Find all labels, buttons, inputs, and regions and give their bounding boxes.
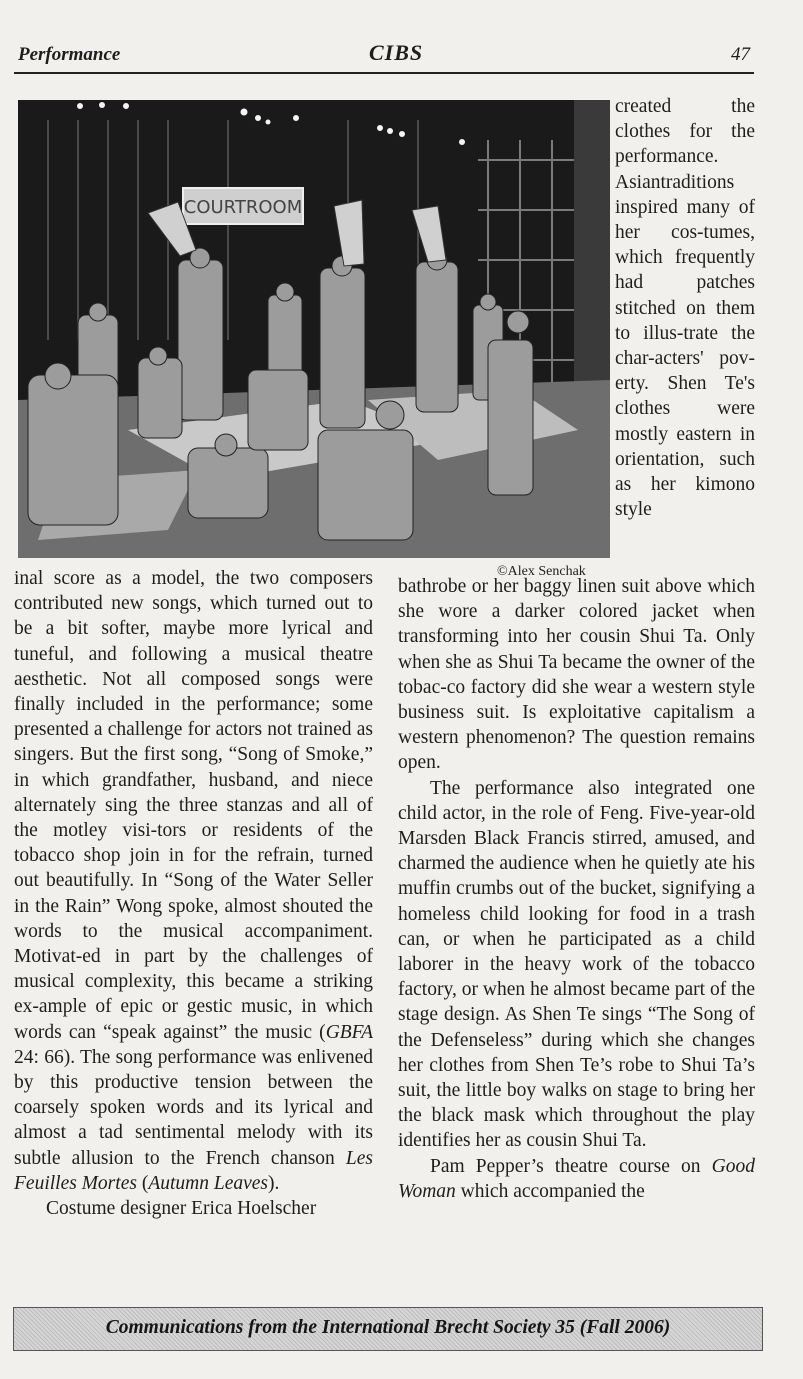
text-column-beside-photo — [615, 94, 755, 522]
paragraph-text: which accompanied the — [455, 1180, 645, 1202]
courtroom-sign-text: COURTROOM — [183, 197, 303, 218]
photo-credit: ©Alex Senchak — [497, 564, 586, 579]
paragraph — [398, 1154, 755, 1204]
paragraph: Costume designer Erica Hoelscher — [46, 1198, 317, 1220]
left-text-column — [14, 566, 373, 1221]
paragraph-text: ). — [268, 1172, 280, 1194]
paragraph-text: inal score as a model, the two composers contributed new songs, which turned out to be a bit softer, maybe more lyrical and tuneful, and following a musical theatre aesthetic. Not all composed songs were finally included in the performance; some presented a challenge for actors not trained as singers. But the first song, “Song of Smoke,” in which grandfather, husband, and niece alternately sing the three stanzas and all of the motley visi-tors or residents of the tobacco shop join in for the refrain, turned out beautifully. In “Song of the Water Seller in the Rain” Wong spoke, almost shouted the words to the musical accompaniment. Motivat-ed in part by the challenges of musical complexity, this became a striking ex-ample of epic or gestic music, in which words can “speak against” the music ( — [14, 568, 373, 1043]
paragraph: created the clothes for the performance. Asiantraditions inspired many of her cos-tumes, which frequently had patches stitched on them to illus-trate the char-acters' pov-erty. Shen Te's clothes were mostly eastern in orientation, such as her kimono style — [615, 96, 755, 521]
section-title: Performance — [18, 44, 121, 65]
play-title: Good Woman — [398, 1155, 755, 1202]
running-header — [14, 38, 754, 74]
production-photo — [18, 100, 610, 558]
song-title-english: Autumn Leaves — [148, 1172, 268, 1194]
paragraph-text: 24: 66). The song performance was enlivened by this productive tension between the coarsely spoken words and its lyrical and almost a tad sentimental melody with its subtle allusion to the French chanson — [14, 1046, 373, 1169]
paragraph-text: ( — [136, 1172, 149, 1194]
stage-scene-illustration — [18, 100, 610, 558]
footer-citation: Communications from the International Brecht Society 35 (Fall 2006) — [105, 1317, 671, 1338]
page-number: 47 — [731, 44, 750, 65]
right-text-column — [398, 574, 755, 1204]
running-footer — [13, 1307, 763, 1351]
paragraph: bathrobe or her baggy linen suit above which she wore a darker colored jacket when transforming into her cousin Shui Ta. Only when she as Shui Ta became the owner of the tobac-co factory did she wear a western style business suit. Is exploitative capitalism a western phenomenon? The question remains open. — [398, 576, 755, 774]
paragraph: The performance also integrated one child actor, in the role of Feng. Five-year-old Marsden Black Francis stirred, amused, and charmed the audience when he quietly ate his muffin crumbs out of the bucket, signifying a homeless child looking for food in a trash can, or when he participated as a child laborer in the heavy work of the tobacco factory, or when he almost became part of the stage design. As Shen Te sings “The Song of the Defenseless” during which she changes her clothes from Shen Te’s robe to Shui Ta’s suit, the little boy walks on stage to bring her the black mask which throughout the play identifies her as cousin Shui Ta. — [398, 777, 755, 1152]
paragraph — [14, 566, 373, 1196]
song-title: Les Feuilles Mortes — [14, 1147, 373, 1194]
citation-abbrev: GBFA — [325, 1021, 373, 1043]
journal-title: CIBS — [369, 40, 424, 65]
paragraph-text: Pam Pepper’s theatre course on — [430, 1155, 712, 1177]
